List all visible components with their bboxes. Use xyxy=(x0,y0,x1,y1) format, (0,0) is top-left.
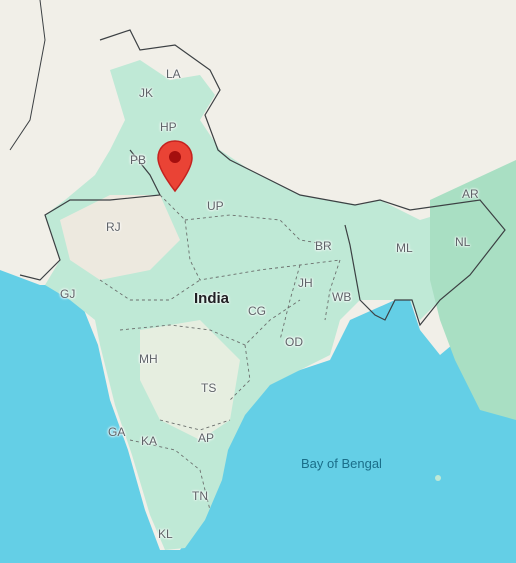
island xyxy=(435,475,441,481)
region-label-ka: KA xyxy=(141,434,158,448)
region-label-la: LA xyxy=(166,67,181,81)
region-label-gj: GJ xyxy=(60,287,76,301)
region-label-mh: MH xyxy=(139,352,158,366)
region-label-pb: PB xyxy=(130,153,147,167)
region-label-tn: TN xyxy=(192,489,208,503)
region-label-ga: GA xyxy=(108,425,126,439)
region-label-up: UP xyxy=(207,199,224,213)
location-pin-icon[interactable] xyxy=(154,139,196,193)
region-label-ts: TS xyxy=(201,381,217,395)
region-label-rj: RJ xyxy=(106,220,121,234)
region-label-ml: ML xyxy=(396,241,413,255)
region-label-jh: JH xyxy=(298,276,313,290)
region-label-wb: WB xyxy=(332,290,352,304)
region-label-ar: AR xyxy=(462,187,479,201)
region-label-jk: JK xyxy=(139,86,154,100)
water-label-bay-of-bengal: Bay of Bengal xyxy=(301,456,382,471)
region-label-br: BR xyxy=(315,239,332,253)
region-label-cg: CG xyxy=(248,304,266,318)
region-label-nl: NL xyxy=(455,235,471,249)
country-label-india[interactable]: India xyxy=(194,290,230,307)
region-label-od: OD xyxy=(285,335,303,349)
region-label-hp: HP xyxy=(160,120,177,134)
region-label-kl: KL xyxy=(158,527,173,541)
region-label-ap: AP xyxy=(198,431,215,445)
